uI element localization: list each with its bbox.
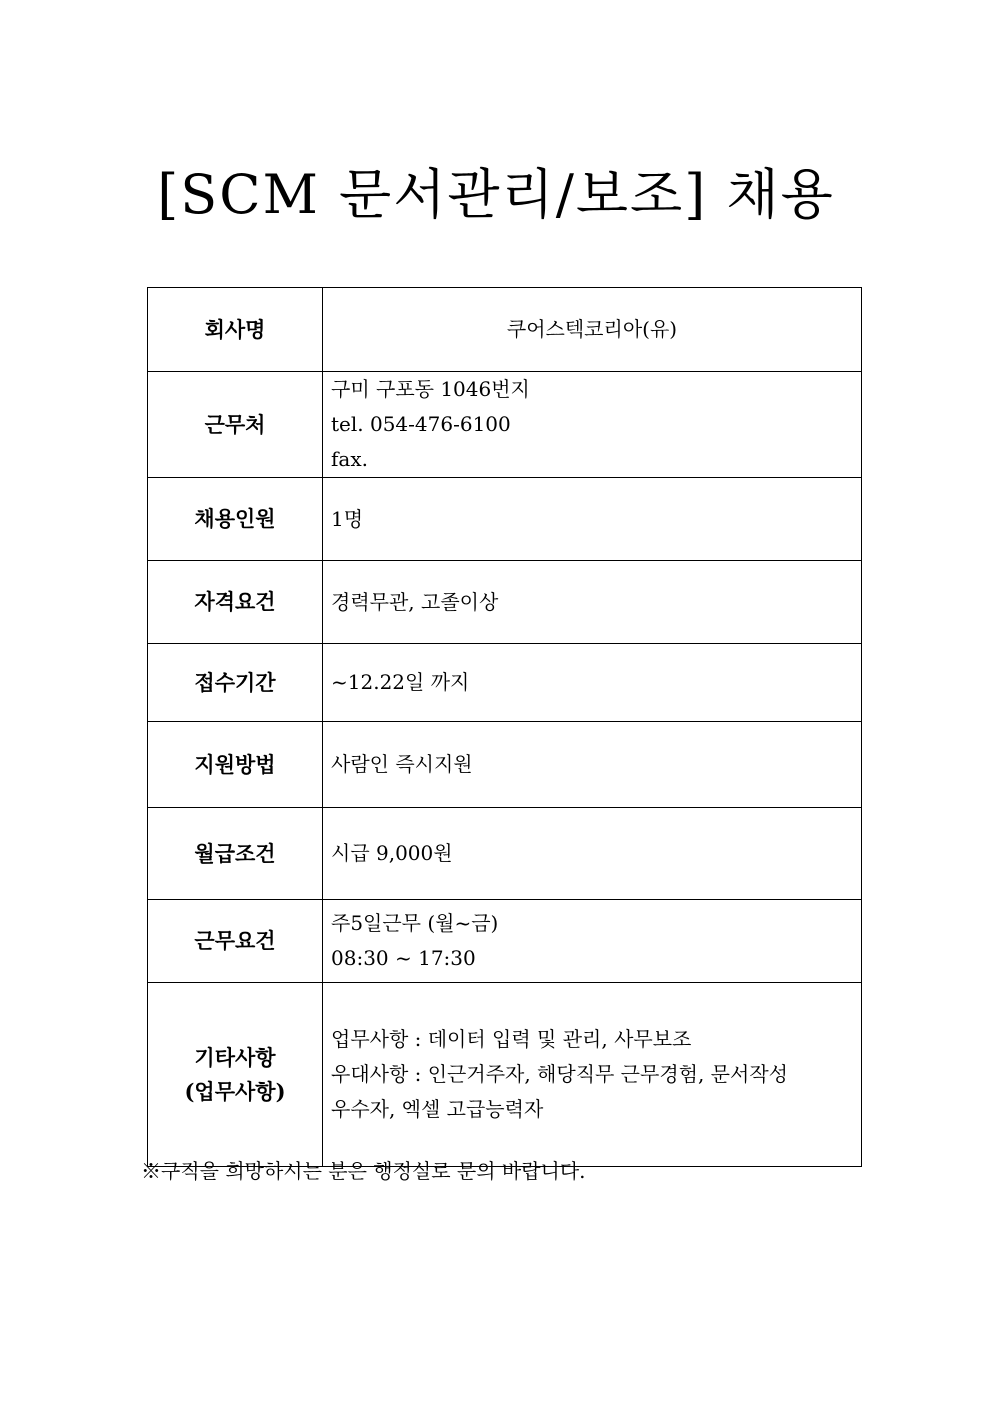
value-line: ~12.22일 까지 xyxy=(331,670,470,694)
table-row xyxy=(148,983,862,1167)
application-method-value xyxy=(323,722,862,808)
headcount-value xyxy=(323,478,862,561)
value-line: 주5일근무 (월~금) xyxy=(331,911,499,935)
value-line: 우수자, 엑셀 고급능력자 xyxy=(331,1097,544,1121)
qualification-value xyxy=(323,561,862,644)
work-conditions-value xyxy=(323,900,862,983)
value-line: 사람인 즉시지원 xyxy=(331,752,473,776)
table-row xyxy=(148,561,862,644)
table-row xyxy=(148,478,862,561)
footnote: ※구직을 희망하시는 분은 행정실로 문의 바랍니다. xyxy=(141,1159,586,1183)
salary-value xyxy=(323,808,862,900)
value-line: 1명 xyxy=(331,506,364,531)
row-label-line: 기타사항 xyxy=(194,1044,276,1070)
row-label-line: (업무사항) xyxy=(184,1078,286,1104)
value-line: 쿠어스텍코리아(유) xyxy=(506,317,678,341)
row-label xyxy=(148,983,323,1167)
value-line: 구미 구포동 1046번지 xyxy=(331,377,530,401)
row-label: 접수기간 xyxy=(148,644,323,722)
table-row xyxy=(148,808,862,900)
table-row xyxy=(148,372,862,478)
value-line: 08:30 ~ 17:30 xyxy=(331,946,476,970)
row-label: 근무처 xyxy=(148,372,323,478)
page-title: [SCM 문서관리/보조] 채용 xyxy=(157,163,835,226)
row-label: 지원방법 xyxy=(148,722,323,808)
value-line: 업무사항 : 데이터 입력 및 관리, 사무보조 xyxy=(331,1027,692,1051)
job-info-table xyxy=(147,287,862,1167)
value-line: 우대사항 : 인근거주자, 해당직무 근무경험, 문서작성 xyxy=(331,1062,788,1086)
table-row xyxy=(148,900,862,983)
table-row xyxy=(148,644,862,722)
row-label: 회사명 xyxy=(148,288,323,372)
table-row xyxy=(148,722,862,808)
value-line: 경력무관, 고졸이상 xyxy=(331,589,499,614)
application-period-value xyxy=(323,644,862,722)
value-line: fax. xyxy=(331,447,368,471)
other-details-value xyxy=(323,983,862,1167)
company-name-value xyxy=(323,288,862,372)
row-label: 근무요건 xyxy=(148,900,323,983)
table-row xyxy=(148,288,862,372)
row-label: 자격요건 xyxy=(148,561,323,644)
value-line: 시급 9,000원 xyxy=(331,841,453,865)
workplace-value xyxy=(323,372,862,478)
row-label: 채용인원 xyxy=(148,478,323,561)
row-label: 월급조건 xyxy=(148,808,323,900)
value-line: tel. 054-476-6100 xyxy=(331,412,511,436)
